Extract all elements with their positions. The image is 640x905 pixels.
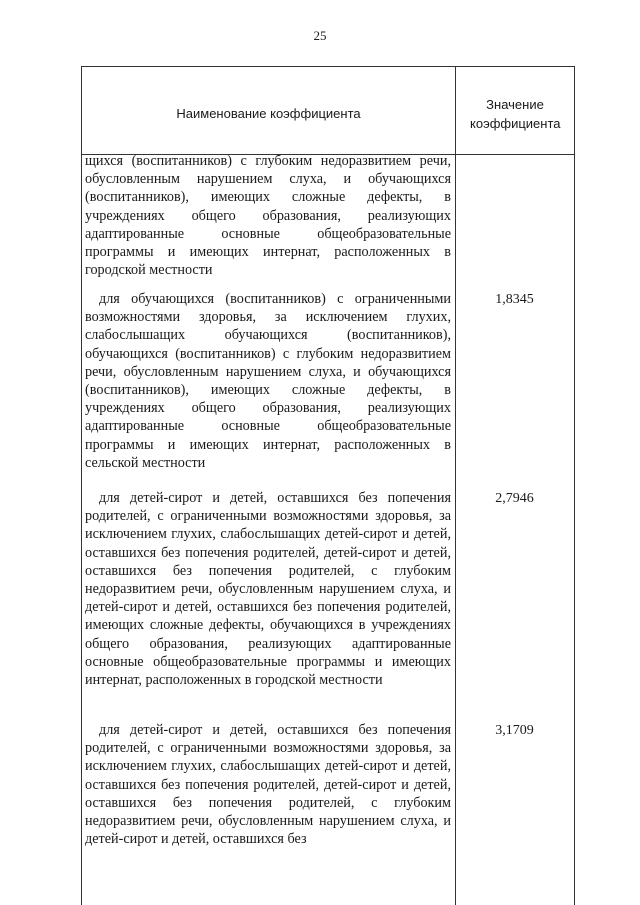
- table-row-value: 1,8345: [495, 292, 534, 307]
- table-row-value: 3,1709: [495, 723, 534, 738]
- table-row-value: 2,7946: [495, 491, 534, 506]
- header-name: Наименование коэффициента: [176, 106, 361, 121]
- coefficient-table: [81, 66, 575, 905]
- table-row-text: для обучающихся (воспитанников) с ограниченными возможностями здоровья, за исключением глухих, слабослышащих обучающихся (воспитанников), обучающихся (воспитанников) с глубоким недоразвитием речи, обусловленным нарушением слуха, и обучающихся (воспитанников), имеющих сложные дефекты, в учреждениях общего образования, реализующих адаптированные основные общеобразовательные программы и имеющих интернат, расположенных в сельской местности: [85, 291, 451, 471]
- table-row-text: для детей-сирот и детей, оставшихся без попечения родителей, с ограниченными возможностями здоровья, за исключением глухих, слабослышащих детей-сирот и детей, оставшихся без попечения родителей, детей-сирот и детей, оставшихся без попечения родителей, с глубоким недоразвитием речи, обусловленным нарушением слуха, и детей-сирот и детей, оставшихся без попечения родителей, имеющих сложные дефекты, обучающихся в учреждениях общего образования, реализующих адаптированные основные общеобразовательные программы и имеющих интернат, расположенных в городской местности: [85, 490, 451, 689]
- table-row-text: для детей-сирот и детей, оставшихся без попечения родителей, с ограниченными возможностями здоровья, за исключением глухих, слабослышащих детей-сирот и детей, оставшихся без попечения родителей, детей-сирот и детей, оставшихся без попечения родителей, с глубоким недоразвитием речи, обусловленным нарушением слуха, и детей-сирот и детей, оставшихся без: [85, 722, 451, 848]
- page-number: 25: [313, 28, 327, 43]
- table-header: [82, 66, 574, 155]
- column-divider: [455, 153, 456, 905]
- header-value: Значение коэффициента: [455, 67, 574, 154]
- table-row-text: щихся (воспитанников) с глубоким недоразвитием речи, обусловленным нарушением слуха, и обучающихся (воспитанников), имеющих сложные дефекты, в учреждениях общего образования, реализующих адаптированные основные общеобразовательные программы и имеющих интернат, расположенных в городской местности: [85, 153, 451, 279]
